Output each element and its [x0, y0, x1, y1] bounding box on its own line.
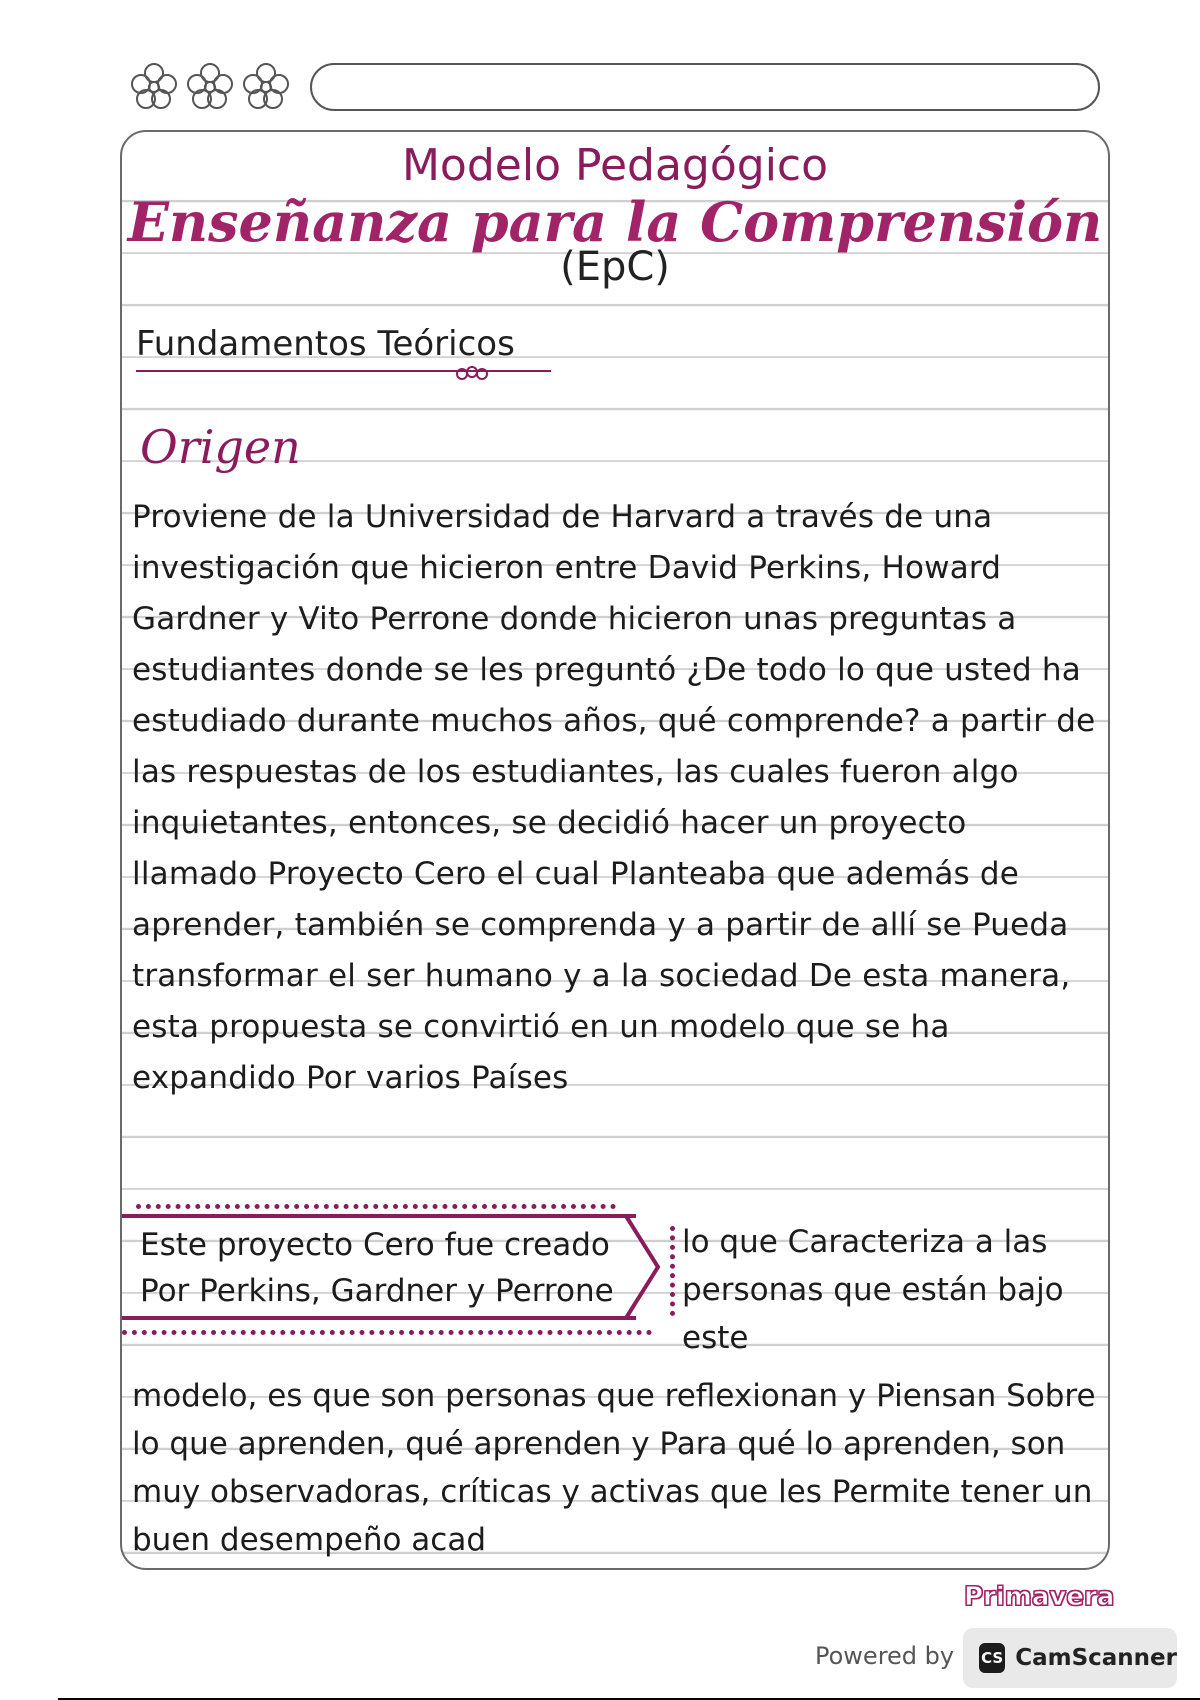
- header-label-box: [310, 63, 1100, 111]
- callout-box: [120, 1214, 676, 1320]
- notebook-brand-logo: Primavera: [964, 1582, 1115, 1612]
- dotted-divider: [136, 1204, 616, 1209]
- dotted-divider: [122, 1330, 652, 1335]
- page-subtitle: Enseñanza para la Comprensión: [127, 190, 1103, 254]
- notebook-page: [120, 130, 1110, 1570]
- camscanner-logo-icon: CS: [979, 1643, 1005, 1673]
- section-heading: Fundamentos Teóricos: [136, 324, 551, 372]
- flower-icon: [130, 62, 178, 110]
- flower-icon: [186, 62, 234, 110]
- callout-text: Este proyecto Cero fue creado Por Perkins, Gardner y Perrone: [140, 1227, 614, 1309]
- camscanner-name: CamScanner: [1015, 1645, 1177, 1671]
- page-title: Modelo Pedagógico: [401, 140, 829, 191]
- flower-icon: [242, 62, 290, 110]
- dotted-connector: [670, 1226, 675, 1316]
- origin-paragraph: Proviene de la Universidad de Harvard a través de una investigación que hicieron entre David Perkins, Howard Gardner y Vito Perrone donde hicieron unas preguntas a estudiantes donde se les preguntó ¿De todo lo que usted ha estudiado durante muchos años, qué comprende? a partir de las respuestas de los estudiantes, las cuales fueron algo inquietantes, entonces, se decidió hacer un proyecto llamado Proyecto Cero el cual Planteaba que además de aprender, también se comprenda y a partir de allí se Pueda transformar el ser humano y a la sociedad De esta manera, esta propuesta se convirtió en un modelo que se ha expandido Por varios Países: [132, 499, 1096, 1096]
- flower-doodle-icon: [452, 364, 492, 384]
- side-note: lo que Caracteriza a las personas que están bajo este: [682, 1224, 1064, 1356]
- page-acronym: (EpC): [560, 244, 670, 290]
- continuation-paragraph: modelo, es que son personas que reflexionan y Piensan Sobre lo que aprenden, qué aprenden y Para qué lo aprenden, son muy observadoras, críticas y activas que les Permite tener un buen desempeño acad: [132, 1378, 1096, 1558]
- camscanner-badge: [963, 1628, 1177, 1688]
- origin-heading: Origen: [140, 420, 301, 474]
- powered-by-label: Powered by: [815, 1642, 955, 1670]
